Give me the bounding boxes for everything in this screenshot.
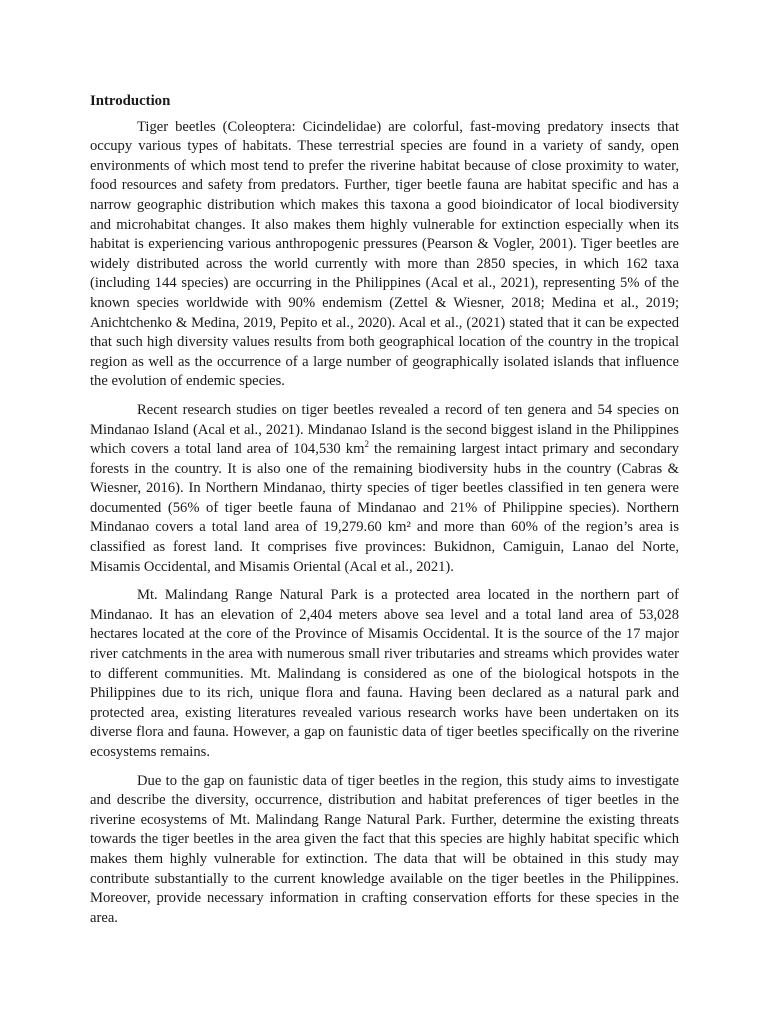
document-page [90, 92, 679, 937]
paragraph-text: Recent research studies on tiger beetles revealed a record of ten genera and 54 species on Mindanao Island (Acal et al., 2021). Mindanao Island is the second biggest island in the Philippines which covers a total land area of 104,530 km [90, 401, 679, 458]
paragraph-2 [90, 401, 679, 577]
paragraph-4 [90, 772, 679, 929]
paragraph-text: Due to the gap on faunistic data of tiger beetles in the region, this study aims to investigate and describe the diversity, occurrence, distribution and habitat preferences of tiger beetles in the riverine ecosystems of Mt. Malindang Range Natural Park. Further, determine the existing threats towards the tiger beetles in the area given the fact that this species are highly habitat specific which makes them highly vulnerable for extinction. The data that will be obtained in this study may contribute substantially to the current knowledge available on the tiger beetles in the Philippines. Moreover, provide necessary information in crafting conservation efforts for these species in the area. [90, 772, 679, 926]
superscript: 2 [364, 439, 369, 450]
paragraph-text: Tiger beetles (Coleoptera: Cicindelidae) are colorful, fast-moving predatory insects that occupy various types of habitats. These terrestrial species are found in a variety of sandy, open environments of which most tend to prefer the riverine habitat because of close proximity to water, food resources and safety from predators. Further, tiger beetle fauna are habitat specific and has a narrow geographic distribution which makes this taxona a good bioindicator of local biodiversity and microhabitat changes. It also makes them highly vulnerable for extinction especially when its habitat is experiencing various anthropogenic pressures (Pearson & Vogler, 2001). Tiger beetles are widely distributed across the world currently with more than 2850 species, in which 162 taxa (including 144 species) are occurring in the Philippines (Acal et al., 2021), representing 5% of the known species worldwide with 90% endemism (Zettel & Wiesner, 2018; Medina et al., 2019; Anichtchenko & Medina, 2019, Pepito et al., 2020). Acal et al., (2021) stated that it can be expected that such high diversity values results from both geographical location of the country in the tropical region as well as the occurrence of a large number of geographically isolated islands that influence the evolution of endemic species. [90, 118, 679, 390]
paragraph-1 [90, 118, 679, 392]
section-heading: Introduction [90, 93, 171, 109]
paragraph-text: Mt. Malindang Range Natural Park is a protected area located in the northern part of Mindanao. It has an elevation of 2,404 meters above sea level and a total land area of 53,028 hectares located at the core of the Province of Misamis Occidental. It is the source of the 17 major river catchments in the area with numerous small river tributaries and streams which provides water to different communities. Mt. Malindang is considered as one of the biological hotspots in the Philippines due to its rich, unique flora and fauna. Having been declared as a natural park and protected area, existing literatures revealed various research works have been undertaken on its diverse flora and fauna. However, a gap on faunistic data of tiger beetles specifically on the riverine ecosystems remains. [90, 587, 679, 760]
paragraph-text: the remaining largest intact primary and secondary forests in the country. It is also one of the remaining biodiversity hubs in the country (Cabras & Wiesner, 2016). In Northern Mindanao, thirty species of tiger beetles classified in ten genera were documented (56% of tiger beetle fauna of Mindanao and 21% of Philippine species). Northern Mindanao covers a total land area of 19,279.60 km² and more than 60% of the region’s area is classified as forest land. It comprises five provinces: Bukidnon, Camiguin, Lanao del Norte, Misamis Occidental, and Misamis Oriental (Acal et al., 2021). [90, 441, 680, 575]
paragraph-3 [90, 586, 679, 762]
